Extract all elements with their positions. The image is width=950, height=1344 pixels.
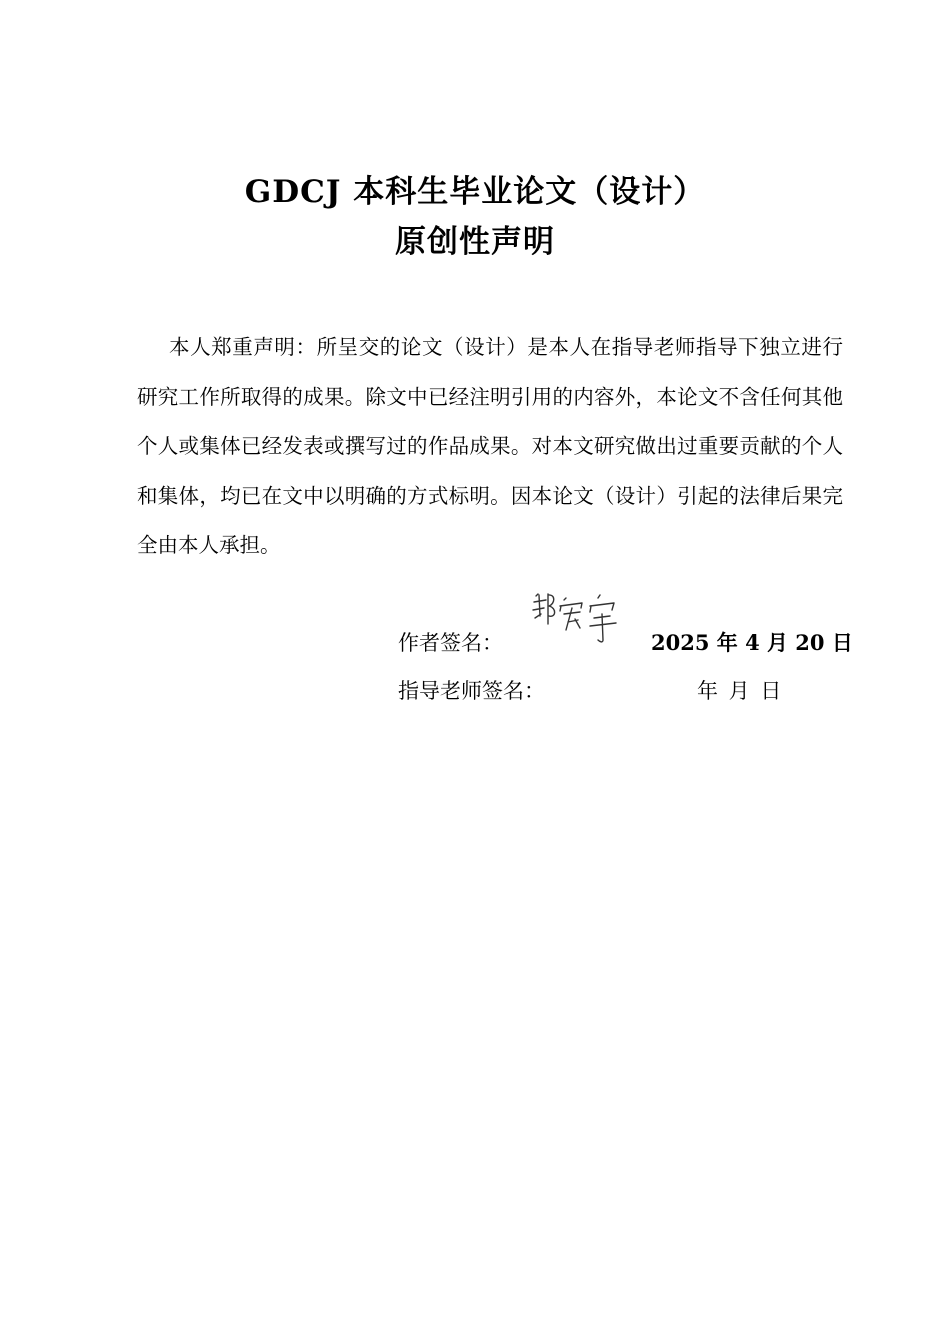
teacher-sign-date: 年 月 日 — [697, 679, 782, 703]
document-subtitle: 原创性声明 — [395, 224, 555, 260]
teacher-signature-label: 指导老师签名： — [398, 679, 545, 703]
author-signature-label: 作者签名： — [398, 631, 503, 655]
author-handwritten-signature — [528, 586, 620, 646]
document-title: GDCJ 本科生毕业论文（设计） — [244, 174, 706, 210]
author-sign-date: 2025 年 4 月 20 日 — [651, 630, 853, 655]
declaration-statement: 本人郑重声明：所呈交的论文（设计）是本人在指导老师指导下独立进行研究工作所取得的成果。除文中已经注明引用的内容外，本论文不含任何其他个人或集体已经发表或撰写过的作品成果。对本文研究做出过重要贡献的个人和集体，均已在文中以明确的方式标明。因本论文（设计）引起的法律后果完全由本人承担。 — [137, 335, 843, 557]
